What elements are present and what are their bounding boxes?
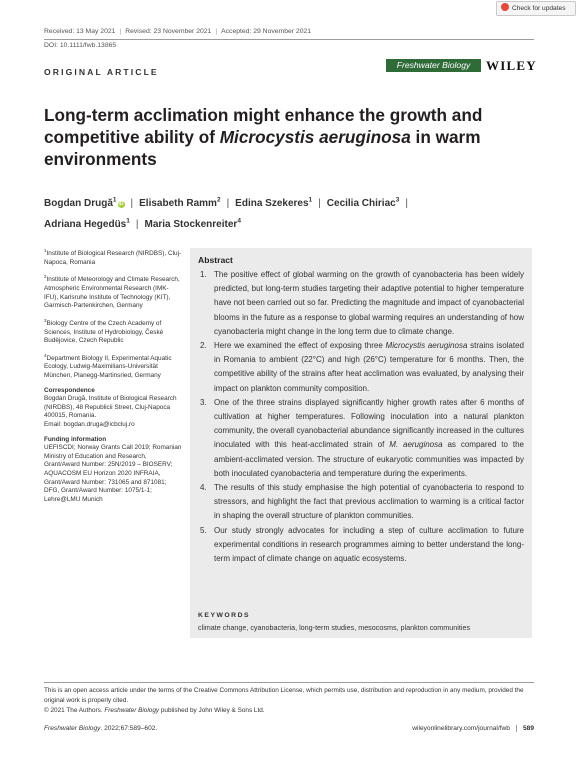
journal-url[interactable]: wileyonlinelibrary.com/journal/fwb	[412, 725, 510, 732]
author[interactable]: Bogdan Drugă$^1$	[44, 197, 117, 210]
license-notice	[44, 686, 534, 715]
journal-logo: Freshwater Biology	[386, 59, 481, 72]
date-separator: |	[119, 28, 122, 35]
abstract-species-name: M. aeruginosa	[389, 440, 443, 450]
affiliation: $^3$Biology Centre of the Czech Academy of Sciences, Institute of Hydrobiology, České Budějovice, Czech Republic	[44, 317, 164, 345]
article-dates	[44, 28, 311, 35]
abstract-species-name: Microcystis aeruginosa	[385, 341, 468, 351]
footer-rule	[44, 682, 534, 683]
author[interactable]: Edina Szekeres$^1$	[235, 197, 313, 210]
author-separator: |	[135, 219, 139, 231]
abstract-list	[200, 268, 524, 566]
footer-volume: . 2022;67:589–602.	[100, 725, 158, 732]
abstract-item	[200, 481, 524, 524]
date-separator: |	[215, 28, 218, 35]
author-separator: |	[130, 198, 134, 210]
funding-label: Funding information	[44, 435, 107, 443]
keywords-list: climate change, cyanobacteria, long-term studies, mesocosms, plankton communities	[198, 623, 471, 632]
copyright-journal: Freshwater Biology	[104, 706, 160, 714]
author-separator: |	[318, 198, 321, 210]
abstract-item-number: 4.	[200, 483, 207, 493]
publisher-logo: WILEY	[486, 58, 537, 73]
affiliation: $^1$Institute of Biological Research (NIRDBS), Cluj-Napoca, Romania	[44, 248, 182, 266]
title-species: Microcystis aeruginosa	[219, 127, 411, 147]
article-title	[44, 104, 514, 170]
correspondence: Correspondence Bogdan Drugă, Institute of Biological Research (NIRDBS), 48 Republicii Street, Cluj-Napoca 400015, Romania. Email: bogdan.druga@icbcluj.ro	[44, 386, 177, 428]
author-list	[44, 192, 514, 234]
author[interactable]: Maria Stockenreiter$^4$	[144, 217, 241, 231]
title-text: Long-term acclimation might enhance the growth and competitive ability of	[44, 105, 483, 147]
check-updates-label: Check for updates	[512, 5, 566, 12]
affiliation: $^2$Institute of Meteorology and Climate Research, Atmospheric Environmental Research (IMK-IFU), Karlsruhe Institute of Technology (KIT), Garmisch-Partenkirchen, Germany	[44, 274, 180, 310]
abstract-item-text: Our study strongly advocates for including a step of culture acclimation to future experimental conditions in research programmes aiming to better understand the long-term impact of climate change on aquatic ecosystems.	[214, 525, 524, 564]
correspondence-label: Correspondence	[44, 386, 95, 394]
funding-information: Funding information UEFISCDI; Norway Grants Call 2019; Romanian Ministry of Education and Research, Grant/Award Number: 25N/2019 – BIOSERV; AQUACOSM EU Horizon 2020 INFRAIA, Grant/Award Number: 731065 and 871081; DFG, Grant/Award Number: 1075/1-1; Lehre@LMU Munich	[44, 435, 182, 503]
abstract-item-number: 1.	[200, 270, 207, 279]
keywords-heading: KEYWORDS	[198, 612, 251, 619]
abstract-heading: Abstract	[198, 255, 233, 265]
footer-journal: Freshwater Biology	[44, 725, 101, 732]
affiliation: $^4$Department Biology II, Experimental Aquatic Ecology, Ludwig-Maximilians-Universität München, Planegg-Martinsried, Germany	[44, 352, 172, 380]
copyright-text: © 2021 The Authors.	[44, 706, 105, 714]
check-for-updates-badge[interactable]	[496, 1, 576, 16]
abstract-item-number: 5.	[200, 525, 207, 535]
revised-date: Revised: 23 November 2021	[125, 28, 212, 35]
header-rule	[44, 39, 534, 40]
footer-citation	[44, 725, 157, 732]
author[interactable]: Cecilia Chiriac$^3$	[326, 197, 400, 210]
license-text: This is an open access article under the terms of the Creative Commons Attribution License, which permits use, distribution and reproduction in any medium, provided the original work is properly cited.	[44, 687, 524, 704]
abstract-item	[200, 339, 524, 396]
author[interactable]: Adriana Hegedüs$^1$	[44, 217, 130, 231]
sidebar-info	[44, 247, 182, 510]
abstract-item-text: Here we examined the effect of exposing three	[214, 341, 386, 351]
abstract-item-text: One of the three strains displayed significantly higher growth rates after 6 months of cultivation at higher temperatures. Following inoculation into a natural plankton community, the overall cyanobacterial abundance significantly increased in the cultures inoculated with this heat-acclimated strain of	[214, 397, 524, 450]
page-number: 589	[516, 725, 534, 732]
footer-url-page	[380, 725, 534, 732]
check-updates-icon	[501, 3, 509, 11]
abstract-item-number: 2.	[200, 341, 207, 351]
abstract-item-number: 3.	[200, 397, 207, 407]
accepted-date: Accepted: 29 November 2021	[221, 28, 312, 35]
abstract-item	[200, 524, 524, 567]
author-separator: |	[405, 198, 408, 210]
author-separator: |	[226, 198, 230, 210]
abstract-item-text: The results of this study emphasise the high potential of cyanobacteria to respond to stressors, and highlight the fact that previous acclimation to warming is a critical factor in shaping the overall structure of plankton communities.	[214, 483, 524, 521]
doi[interactable]: DOI: 10.1111/fwb.13865	[44, 42, 117, 49]
orcid-icon[interactable]: iD	[118, 201, 124, 208]
author[interactable]: Elisabeth Ramm$^2$	[139, 197, 221, 210]
received-date: Received: 13 May 2021	[44, 28, 116, 35]
article-type-label: ORIGINAL ARTICLE	[44, 67, 159, 77]
title-text-end: in warm environments	[44, 127, 481, 169]
abstract-item-text: as compared to the ambient-acclimated version. The structure of eukaryotic communities was impacted by both inoculated cyanobacteria and temperature during the experiments.	[214, 440, 524, 478]
copyright-publisher: published by John Wiley & Sons Ltd.	[159, 706, 265, 714]
correspondence-email[interactable]: Email: bogdan.druga@icbcluj.ro	[44, 421, 135, 428]
abstract-item-text: The positive effect of global warming on the growth of cyanobacteria has been widely predicted, but long-term studies targeting their adaptive potential to higher temperature have not been carried out so far. Predicting the magnitude and impact of cyanobacterial blooms in the future as a response to global warming requires an understanding of how cyanobacteria might change in the long term due to climate change.	[214, 270, 524, 336]
abstract-item	[200, 396, 524, 481]
abstract-item-text: strains isolated in Romania to ambient (22°C) and high (26°C) temperature for 6 months. Then, the competitive ability of the strains after heat acclimation was evaluated, by analysing their impact on plankton community composition.	[214, 341, 524, 393]
abstract-item	[200, 268, 524, 339]
